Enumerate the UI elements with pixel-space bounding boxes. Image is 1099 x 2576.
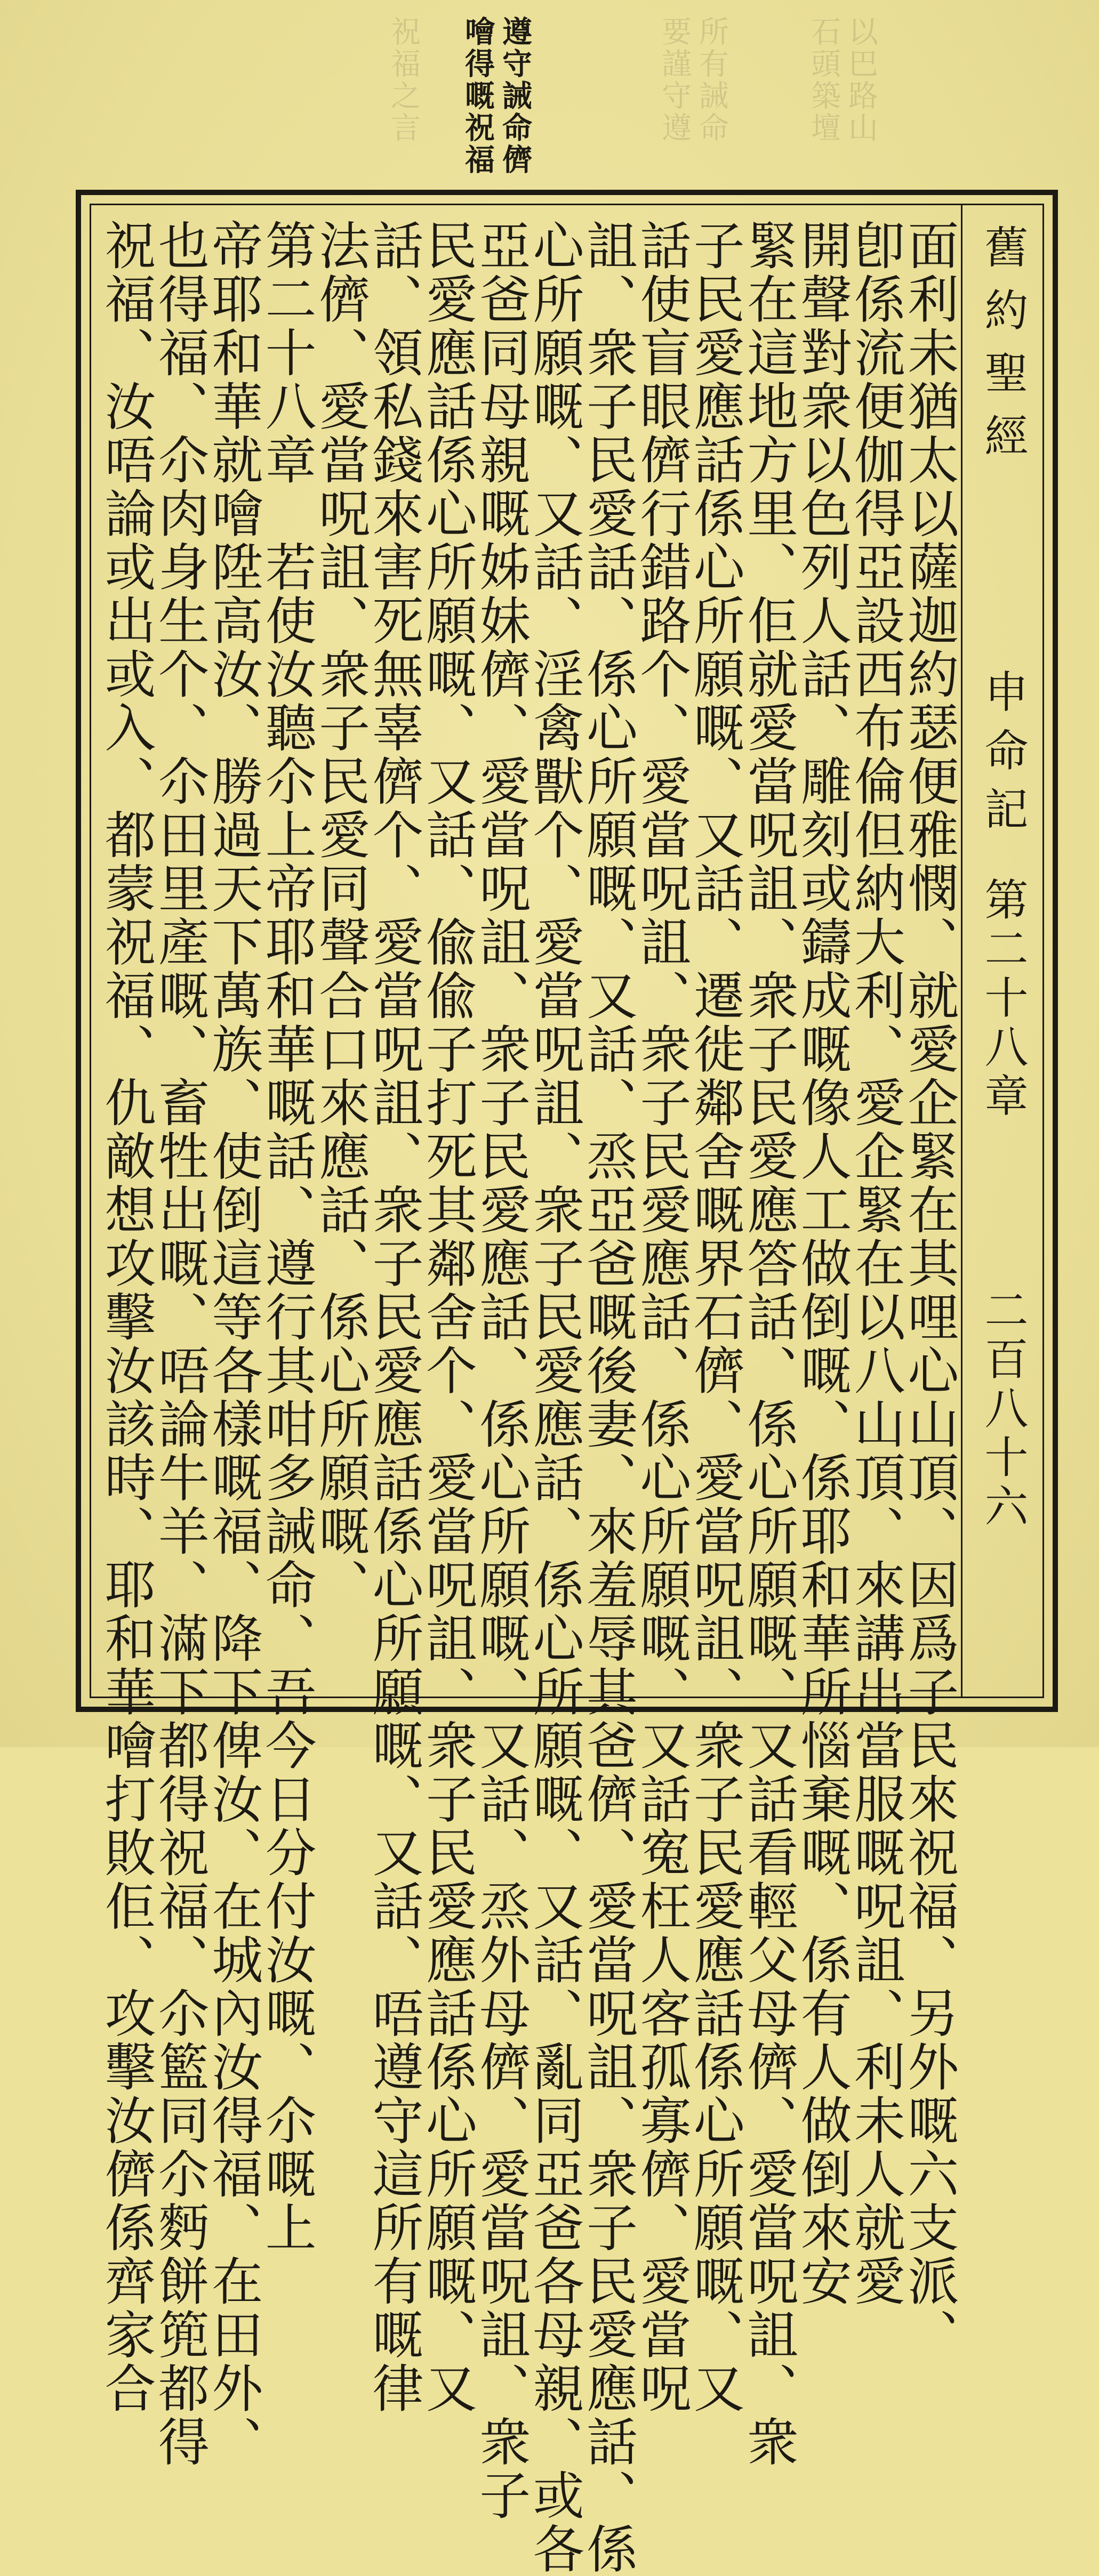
text-column: 法儕、愛當呪詛、衆子民愛同聲合口來應話、係心所願嘅、 [310, 219, 371, 1612]
margin-note-line: 噲得嘅祝福 [460, 16, 495, 176]
text-column: 祝福、汝唔論或出或入、都蒙祝福、仇敵想攻擊汝該時、耶和華噲打敗佢、攻擊汝儕係齊家合 [97, 219, 156, 2416]
margin-note-left [224, 16, 533, 176]
text-column: 開聲對衆以色列人話、雕刻或鑄成嘅像人工做倒嘅、係耶和華所惱棄嘅、係有人做倒來安 [792, 219, 853, 2308]
running-header [961, 205, 1042, 1697]
text-column: 心所願嘅、又話、淫禽獸个、愛當呪詛、衆子民愛應話、係心所願嘅、又話、亂同亞爸各母親、或各 [525, 219, 585, 2576]
text-column: 話使盲眼儕行錯路个、愛當呪詛、衆子民愛應話、係心所願嘅、又話寃枉人客孤寡儕、愛當呪 [631, 219, 692, 2416]
text-column-chapter-start: 第二十八章 若使汝聽尒上帝耶和華嘅話、遵行其咁多誡命、吾今日分付汝嘅、尒嘅上 [257, 219, 317, 2255]
text-column: 面利未猶太以薩迦約瑟便雅憫、就愛企緊在其哩心山頂、因爲子民來祝福、另外嘅六支派、 [899, 219, 959, 2362]
text-column: 緊在這地方里、佢就愛當呪詛、衆子民愛應答話、係心所願嘅、又話看輕父母儕、愛當呪詛、衆 [739, 219, 799, 2469]
book-title: 舊約聖經 [977, 224, 1028, 476]
body-text [91, 205, 962, 2576]
text-frame [76, 190, 1058, 2576]
page-number: 二百八十六 [977, 1287, 1028, 1532]
bleed-through-note: 以巴路山 石頭築壇 [806, 16, 878, 144]
text-column: 話、領私錢來害死無辜儕个、愛當呪詛、衆子民愛應話係心所願嘅、又話、唔遵守這所有嘅律 [364, 219, 424, 2416]
chapter-label: 第二十八章 [977, 877, 1028, 1122]
text-column: 也得福、尒肉身生个、尒田里產嘅、畜牲出嘅、唔論牛羊、滿下都得祝福、尒籃同尒麪餅篼都得 [150, 219, 210, 2469]
margin-note-right [909, 16, 1099, 176]
text-column: 詛、衆子民愛話、係心所願嘅、又話、烝亞爸嘅後妻、來羞辱其爸儕、愛當呪詛、衆子民愛應話、係 [578, 219, 638, 2576]
book-name: 申命記 [977, 669, 1028, 845]
text-column: 卽係流便伽得亞設西布倫但納大利、愛企緊在以八山頂、來講出當服嘅呪詛、利未人就愛 [846, 219, 906, 2308]
text-frame-inner [90, 204, 1044, 2576]
bleed-through-note: 祝福之言 [386, 16, 421, 144]
margin-note-line: 遵守誡命儕 [498, 16, 533, 176]
text-column: 民愛應話係心所願嘅、又話、偸偸子打死其鄰舍个、愛當呪詛、衆子民愛應話係心所願嘅、又 [418, 219, 478, 2416]
text-column: 子民愛應話係心所願嘅、又話、遷徙鄰舍嘅界石儕、愛當呪詛、衆子民愛應話係心所願嘅、又 [685, 219, 745, 2416]
text-column: 帝耶和華就噲陞高汝、勝過天下萬族、使倒這等各樣嘅福、降下俾汝、在城內汝得福、在田外、 [203, 219, 263, 2469]
bleed-through-note: 所有誡命 要謹守遵 [657, 16, 729, 144]
text-column: 亞爸同母親嘅姊妹儕、愛當呪詛、衆子民愛應話、係心所願嘅、又話、烝外母儕、愛當呪詛、衆子 [471, 219, 531, 2523]
